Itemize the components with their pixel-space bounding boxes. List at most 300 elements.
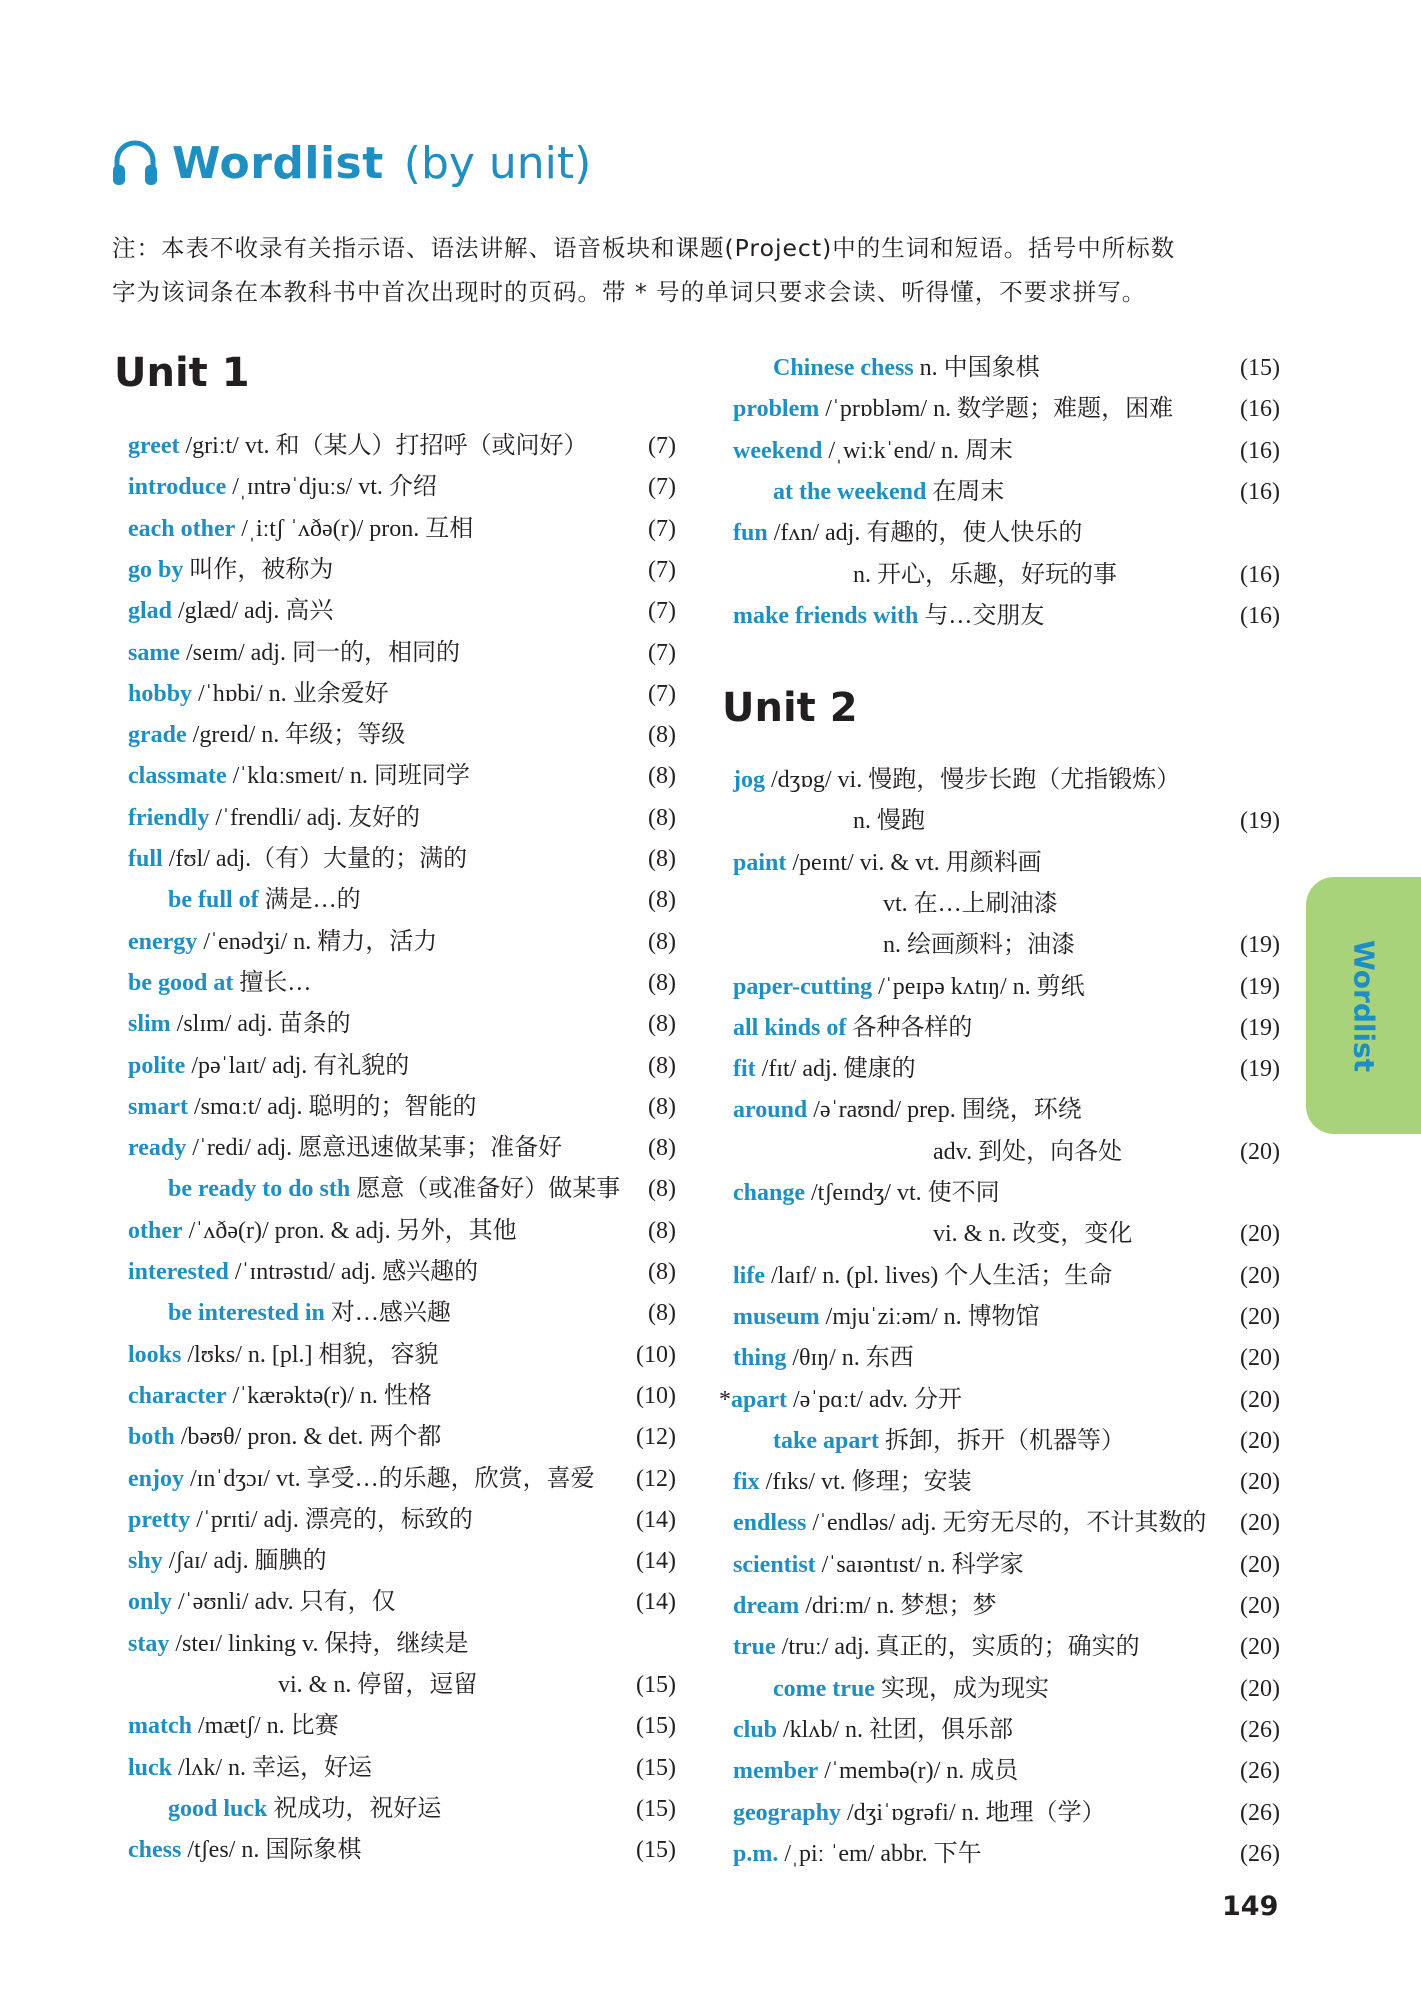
wordlist-entry — [733, 1256, 1280, 1297]
wordlist-entry — [128, 1748, 676, 1789]
entry-page-ref: (7) — [648, 639, 676, 666]
note-line-2: 字为该词条在本教科书中首次出现时的页码。带 * 号的单词只要求会读、听得懂，不要求拼写。 — [112, 278, 1147, 306]
entry-headword: enjoy — [128, 1465, 184, 1492]
entry-body — [733, 1008, 972, 1049]
entry-page-ref: (20) — [1240, 1469, 1280, 1496]
entry-headword: slim — [128, 1011, 171, 1038]
wordlist-entry — [773, 348, 1280, 389]
entry-page-ref: (16) — [1240, 561, 1280, 588]
entry-body — [733, 431, 1013, 472]
entry-definition: /slɪm/ adj. 苗条的 — [170, 1011, 351, 1038]
entry-headword: come true — [773, 1675, 875, 1702]
entry-headword: stay — [128, 1630, 170, 1657]
entry-body — [168, 1169, 620, 1210]
wordlist-entry — [128, 674, 676, 715]
entry-headword: take apart — [773, 1427, 879, 1454]
entry-definition: 在周末 — [926, 478, 1005, 505]
wordlist-entry — [733, 1586, 1280, 1627]
entry-headword: be ready to do sth — [168, 1176, 351, 1203]
entry-page-ref: (8) — [648, 928, 676, 955]
wordlist-entry — [128, 1211, 676, 1252]
entry-definition: /tʃes/ n. 国际象棋 — [181, 1837, 362, 1864]
entry-body — [933, 1132, 1122, 1173]
wordlist-entry — [733, 1008, 1280, 1049]
wordlist-entry — [128, 839, 676, 880]
entry-body — [128, 1046, 409, 1087]
entry-page-ref: (26) — [1240, 1758, 1280, 1785]
entry-body — [128, 1376, 432, 1417]
entry-headword: shy — [128, 1548, 163, 1575]
wordlist-entry — [128, 426, 676, 467]
entry-page-ref: (7) — [648, 433, 676, 459]
wordlist-entry — [128, 1128, 676, 1169]
entry-body — [128, 756, 470, 797]
entry-body — [128, 839, 467, 880]
entry-headword: smart — [128, 1093, 188, 1120]
entry-definition: /bəʊθ/ pron. & det. 两个都 — [174, 1424, 442, 1451]
entry-definition: 满是…的 — [258, 887, 361, 914]
entry-definition: 各种各样的 — [846, 1014, 973, 1041]
entry-body — [128, 1582, 396, 1623]
entry-body — [128, 426, 588, 467]
wordlist-entry — [128, 1417, 676, 1458]
entry-page-ref: (20) — [1240, 1345, 1280, 1372]
entry-headword: go by — [128, 556, 184, 583]
entry-definition: vi. & n. 改变，变化 — [933, 1221, 1133, 1248]
entry-headword: thing — [733, 1345, 787, 1372]
entry-headword: fit — [733, 1056, 756, 1083]
entry-definition: /ʃaɪ/ adj. 腼腆的 — [162, 1548, 327, 1575]
entry-headword: weekend — [733, 437, 823, 464]
entry-definition: /ˈkærəktə(r)/ n. 性格 — [226, 1382, 432, 1409]
asterisk-mark: * — [719, 1386, 731, 1413]
entry-headword: museum — [733, 1303, 820, 1330]
entry-page-ref: (20) — [1240, 1634, 1280, 1661]
wordlist-entry — [128, 798, 676, 839]
entry-definition: /laɪf/ n. (pl. lives) 个人生活；生命 — [764, 1262, 1113, 1289]
wordlist-entry — [773, 1421, 1280, 1462]
entry-body — [733, 513, 1082, 554]
entry-body — [883, 884, 1058, 925]
entry-page-ref: (20) — [1240, 1386, 1280, 1413]
entry-headword: Chinese chess — [773, 355, 914, 381]
entry-body — [128, 922, 437, 963]
entry-headword: hobby — [128, 680, 193, 707]
entry-body — [128, 633, 460, 674]
entry-body — [128, 1335, 439, 1376]
entry-page-ref: (26) — [1240, 1799, 1280, 1826]
wordlist-entry — [719, 1380, 1280, 1421]
wordlist-entry — [168, 1789, 676, 1830]
entry-page-ref: (8) — [648, 1259, 676, 1285]
wordlist-entry — [733, 389, 1280, 430]
entry-page-ref: (16) — [1240, 437, 1280, 464]
entry-definition: /fʊl/ adj.（有）大量的；满的 — [162, 846, 468, 872]
entry-body — [128, 467, 437, 508]
entry-body — [733, 389, 1173, 430]
entry-definition: /ˈfrendli/ adj. 友好的 — [209, 804, 420, 831]
entry-body — [128, 1541, 327, 1582]
entry-body — [128, 674, 389, 715]
entry-body — [128, 1500, 473, 1541]
entry-definition: /ˈsaɪəntɪst/ n. 科学家 — [815, 1551, 1024, 1578]
entry-page-ref: (8) — [648, 1135, 676, 1162]
entry-definition: /ˌɪntrəˈdjuːs/ vt. 介绍 — [226, 474, 437, 501]
entry-page-ref: (8) — [648, 1052, 676, 1079]
entry-page-ref: (8) — [648, 846, 676, 872]
entry-body — [128, 1830, 361, 1871]
entry-page-ref: (8) — [648, 1217, 676, 1244]
entry-definition: /ˈenədʒi/ n. 精力，活力 — [197, 928, 438, 955]
entry-body — [933, 1214, 1132, 1255]
entry-definition: /ˈpeɪpə kʌtɪŋ/ n. 剪纸 — [872, 973, 1085, 1000]
entry-page-ref: (7) — [648, 598, 676, 625]
wordlist-entry — [773, 1669, 1280, 1710]
entry-headword: chess — [128, 1837, 182, 1864]
entry-headword: introduce — [128, 474, 227, 501]
wordlist-entry — [733, 513, 1280, 554]
entry-headword: member — [733, 1758, 819, 1785]
wordlist-entry — [128, 633, 676, 674]
entry-body — [128, 1748, 372, 1789]
entry-body — [733, 843, 1042, 884]
entry-body — [853, 555, 1117, 596]
entry-body — [773, 472, 1004, 513]
entry-definition: /ˌwiːkˈend/ n. 周末 — [822, 437, 1013, 464]
entry-definition: /smɑːt/ adj. 聪明的；智能的 — [187, 1093, 477, 1120]
entry-headword: greet — [128, 433, 180, 459]
entry-headword: only — [128, 1589, 173, 1616]
wordlist-entry — [733, 1545, 1280, 1586]
entry-definition: /klʌb/ n. 社团，俱乐部 — [777, 1716, 1014, 1743]
entry-headword: good luck — [168, 1795, 268, 1822]
entry-page-ref: (14) — [636, 1506, 676, 1533]
entry-definition: /dʒiˈɒgrəfi/ n. 地理（学） — [841, 1799, 1106, 1826]
entry-page-ref: (10) — [636, 1341, 676, 1368]
entry-body — [883, 925, 1075, 966]
wordlist-entry — [733, 1627, 1280, 1668]
wordlist-entry — [128, 1500, 676, 1541]
note-line-1: 注：本表不收录有关指示语、语法讲解、语音板块和课题(Project)中的生词和短语。括号中所标数 — [112, 234, 1176, 262]
entry-definition: n. 慢跑 — [853, 808, 925, 835]
entry-headword: change — [733, 1180, 805, 1206]
entry-body — [733, 1338, 914, 1379]
entry-headword: each other — [128, 515, 236, 542]
headphones-icon — [112, 139, 158, 187]
wordlist-entry — [128, 1830, 676, 1871]
entry-page-ref: (20) — [1240, 1262, 1280, 1289]
entry-definition: /ˌpiː ˈem/ abbr. 下午 — [778, 1840, 982, 1867]
entry-definition: /ˈprɪti/ adj. 漂亮的，标致的 — [190, 1506, 473, 1533]
entry-body — [128, 798, 420, 839]
wordlist-entry — [128, 591, 676, 632]
entry-definition: /truː/ adj. 真正的，实质的；确实的 — [775, 1634, 1140, 1661]
entry-headword: jog — [733, 767, 765, 793]
entry-page-ref: (12) — [636, 1465, 676, 1492]
entry-headword: make friends with — [733, 602, 919, 629]
entry-body — [719, 1380, 962, 1421]
wordlist-entry — [733, 1338, 1280, 1379]
entry-page-ref: (8) — [648, 804, 676, 831]
entry-definition: /əˈpɑːt/ adv. 分开 — [787, 1386, 962, 1413]
wordlist-entry — [733, 843, 1280, 884]
entry-body — [733, 1049, 916, 1090]
entry-page-ref: (7) — [648, 556, 676, 583]
wordlist-entry — [733, 1793, 1280, 1834]
entry-definition: /pəˈlaɪt/ adj. 有礼貌的 — [185, 1052, 410, 1079]
entry-definition: /ˈredi/ adj. 愿意迅速做某事；准备好 — [186, 1135, 563, 1162]
entry-headword: glad — [128, 598, 173, 625]
entry-body — [733, 1545, 1024, 1586]
entry-headword: ready — [128, 1135, 187, 1162]
entry-definition: /steɪ/ linking v. 保持，继续是 — [169, 1630, 469, 1657]
side-tab-label: Wordlist — [1347, 939, 1380, 1072]
wordlist-entry — [933, 1214, 1280, 1255]
entry-body — [128, 715, 405, 756]
entry-headword: fun — [733, 520, 768, 547]
entry-body — [733, 1751, 1018, 1792]
entry-definition: /peɪnt/ vi. & vt. 用颜料画 — [786, 849, 1042, 876]
wordlist-entry — [168, 880, 676, 921]
entry-body — [733, 760, 1180, 801]
wordlist-entry — [733, 1090, 1280, 1131]
wordlist-entry — [168, 1293, 676, 1334]
wordlist-entry — [128, 467, 676, 508]
entry-page-ref: (19) — [1240, 808, 1280, 835]
wordlist-entry — [128, 1087, 676, 1128]
entry-body — [128, 1624, 468, 1665]
entry-definition: /ˈmembə(r)/ n. 成员 — [818, 1758, 1019, 1785]
page-title — [112, 128, 591, 198]
wordlist-entry — [733, 431, 1280, 472]
wordlist-entry — [128, 963, 676, 1004]
entry-body — [168, 1789, 441, 1830]
entry-headword: around — [733, 1097, 808, 1124]
unit-1-heading: Unit 1 — [114, 350, 250, 396]
entry-headword: pretty — [128, 1506, 191, 1533]
entry-page-ref: (20) — [1240, 1427, 1280, 1454]
wordlist-entry — [733, 760, 1280, 801]
entry-headword: other — [128, 1217, 183, 1244]
wordlist-entry — [128, 1335, 676, 1376]
entry-definition: 叫作，被称为 — [183, 556, 334, 583]
entry-headword: grade — [128, 722, 187, 749]
entry-body — [128, 591, 333, 632]
title-main: Wordlist — [172, 137, 384, 189]
wordlist-entry — [733, 596, 1280, 637]
entry-body — [733, 1462, 972, 1503]
entry-definition: 愿意（或准备好）做某事 — [350, 1176, 621, 1203]
entry-headword: true — [733, 1634, 776, 1661]
entry-definition: /lʌk/ n. 幸运，好运 — [172, 1754, 373, 1781]
entry-page-ref: (15) — [1240, 355, 1280, 381]
wordlist-entry — [128, 1459, 676, 1500]
entry-definition: /greɪd/ n. 年级；等级 — [186, 722, 406, 749]
entry-definition: 与…交朋友 — [918, 602, 1045, 629]
entry-definition: /mætʃ/ n. 比赛 — [191, 1713, 339, 1740]
entry-definition: /ˈprɒbləm/ n. 数学题；难题，困难 — [819, 396, 1174, 423]
entry-page-ref: (7) — [648, 680, 676, 707]
entry-definition: n. 开心，乐趣，好玩的事 — [853, 561, 1117, 588]
entry-body — [733, 1586, 997, 1627]
entry-definition: /ˈəʊnli/ adv. 只有，仅 — [172, 1589, 396, 1616]
entry-page-ref: (14) — [636, 1548, 676, 1575]
wordlist-entry — [733, 1049, 1280, 1090]
entry-definition: /ˈklɑːsmeɪt/ n. 同班同学 — [226, 763, 470, 790]
entry-definition: /seɪm/ adj. 同一的，相同的 — [179, 639, 460, 666]
entry-definition: /ˌiːtʃ ˈʌðə(r)/ pron. 互相 — [235, 515, 474, 542]
entry-body — [773, 1421, 1125, 1462]
entry-definition: /griːt/ vt. 和（某人）打招呼（或问好） — [179, 433, 588, 459]
wordlist-entry — [853, 555, 1280, 596]
wordlist-entry — [128, 1252, 676, 1293]
entry-body — [733, 1297, 1040, 1338]
entry-page-ref: (8) — [648, 1300, 676, 1327]
entry-body — [773, 348, 1040, 389]
entry-headword: at the weekend — [773, 478, 927, 505]
entry-headword: character — [128, 1382, 227, 1409]
entry-definition: /fʌn/ adj. 有趣的，使人快乐的 — [767, 520, 1083, 547]
wordlist-entry — [128, 1046, 676, 1087]
wordlist-entry — [168, 1169, 676, 1210]
entry-headword: scientist — [733, 1551, 816, 1578]
entry-body — [278, 1665, 477, 1706]
entry-body — [128, 963, 311, 1004]
entry-page-ref: (15) — [636, 1713, 676, 1740]
entry-page-ref: (20) — [1240, 1221, 1280, 1248]
entry-headword: club — [733, 1716, 778, 1743]
entry-page-ref: (15) — [636, 1837, 676, 1864]
entry-definition: adv. 到处，向各处 — [933, 1138, 1123, 1165]
wordlist-entry — [733, 1834, 1280, 1875]
entry-page-ref: (10) — [636, 1382, 676, 1409]
entry-definition: /ˈɪntrəstɪd/ adj. 感兴趣的 — [228, 1259, 479, 1285]
entry-headword: energy — [128, 928, 198, 955]
wordlist-entry — [733, 1297, 1280, 1338]
page-number: 149 — [1222, 1891, 1279, 1922]
wordlist-entry — [128, 1582, 676, 1623]
entry-headword: polite — [128, 1052, 186, 1079]
entry-headword: problem — [733, 396, 820, 423]
entry-page-ref: (20) — [1240, 1303, 1280, 1330]
entry-definition: vi. & n. 停留，逗留 — [278, 1672, 478, 1698]
entry-headword: looks — [128, 1341, 182, 1368]
entry-headword: both — [128, 1424, 175, 1451]
entry-body — [128, 550, 333, 591]
entry-body — [128, 1417, 441, 1458]
entry-page-ref: (16) — [1240, 396, 1280, 423]
entry-body — [733, 1627, 1140, 1668]
wordlist-entry — [128, 550, 676, 591]
entry-page-ref: (19) — [1240, 1014, 1280, 1041]
entry-headword: interested — [128, 1259, 229, 1285]
entry-definition: /glæd/ adj. 高兴 — [172, 598, 334, 625]
entry-page-ref: (20) — [1240, 1510, 1280, 1537]
entry-page-ref: (14) — [636, 1589, 676, 1616]
entry-page-ref: (8) — [648, 722, 676, 749]
entry-body — [733, 1834, 982, 1875]
wordlist-entry — [773, 472, 1280, 513]
entry-definition: /driːm/ n. 梦想；梦 — [799, 1593, 997, 1619]
entry-headword: all kinds of — [733, 1014, 847, 1041]
entry-definition: vt. 在…上刷油漆 — [883, 890, 1058, 917]
entry-page-ref: (20) — [1240, 1593, 1280, 1619]
entry-page-ref: (8) — [648, 969, 676, 996]
entry-page-ref: (8) — [648, 1093, 676, 1120]
entry-definition: /ˈendləs/ adj. 无穷无尽的，不计其数的 — [806, 1510, 1207, 1537]
entry-body — [128, 1211, 517, 1252]
entry-definition: /mjuˈziːəm/ n. 博物馆 — [819, 1303, 1040, 1330]
wordlist-entry — [128, 922, 676, 963]
entry-body — [733, 1256, 1112, 1297]
entry-page-ref: (8) — [648, 887, 676, 914]
entry-page-ref: (26) — [1240, 1716, 1280, 1743]
wordlist-entry — [733, 1710, 1280, 1751]
entry-definition: 对…感兴趣 — [324, 1300, 451, 1327]
entry-body — [168, 1293, 451, 1334]
wordlist-entry — [733, 1173, 1280, 1214]
entry-definition: 擅长… — [233, 969, 312, 996]
entry-definition: n. 绘画颜料；油漆 — [883, 932, 1075, 959]
entry-body — [128, 1706, 339, 1747]
entry-definition: /ɪnˈdʒɔɪ/ vt. 享受…的乐趣，欣赏，喜爱 — [184, 1465, 595, 1492]
entry-body — [733, 596, 1044, 637]
entry-definition: n. 中国象棋 — [913, 355, 1040, 381]
entry-page-ref: (19) — [1240, 932, 1280, 959]
entry-headword: be full of — [168, 887, 259, 914]
wordlist-entry — [128, 509, 676, 550]
wordlist-entry — [883, 925, 1280, 966]
entry-headword: friendly — [128, 804, 210, 831]
entry-definition: 拆卸，拆开（机器等） — [878, 1427, 1125, 1454]
intro-note — [112, 226, 1292, 314]
wordlist-entry — [733, 1503, 1280, 1544]
wordlist-entry — [128, 1624, 676, 1665]
wordlist-entry — [733, 1462, 1280, 1503]
wordlist-entry — [853, 801, 1280, 842]
entry-definition: /ˈhɒbi/ n. 业余爱好 — [192, 680, 389, 707]
entry-definition: 实现，成为现实 — [874, 1675, 1049, 1702]
entry-page-ref: (20) — [1240, 1675, 1280, 1702]
entry-page-ref: (20) — [1240, 1551, 1280, 1578]
entry-body — [733, 967, 1085, 1008]
entry-page-ref: (19) — [1240, 973, 1280, 1000]
entry-definition: /tʃeɪndʒ/ vt. 使不同 — [805, 1180, 1000, 1206]
entry-headword: paint — [733, 849, 787, 876]
entry-headword: full — [128, 846, 163, 872]
wordlist-entry — [128, 1541, 676, 1582]
entry-headword: be good at — [128, 969, 234, 996]
entry-page-ref: (7) — [648, 474, 676, 501]
wordlist-entry — [733, 967, 1280, 1008]
entry-body — [773, 1669, 1049, 1710]
entry-definition: /ˈʌðə(r)/ pron. & adj. 另外，其他 — [182, 1217, 517, 1244]
entry-headword: fix — [733, 1469, 760, 1496]
entry-definition: /lʊks/ n. [pl.] 相貌，容貌 — [181, 1341, 439, 1368]
wordlist-entry — [128, 1706, 676, 1747]
wordlist-entry — [733, 1751, 1280, 1792]
entry-page-ref: (19) — [1240, 1056, 1280, 1083]
entry-body — [733, 1503, 1206, 1544]
entry-headword: classmate — [128, 763, 227, 790]
wordlist-side-tab — [1306, 877, 1421, 1134]
unit-2-heading: Unit 2 — [722, 685, 858, 731]
entry-page-ref: (12) — [636, 1424, 676, 1451]
entry-headword: endless — [733, 1510, 807, 1537]
wordlist-entry — [128, 1004, 676, 1045]
entry-body — [128, 1128, 562, 1169]
entry-headword: life — [733, 1262, 765, 1289]
